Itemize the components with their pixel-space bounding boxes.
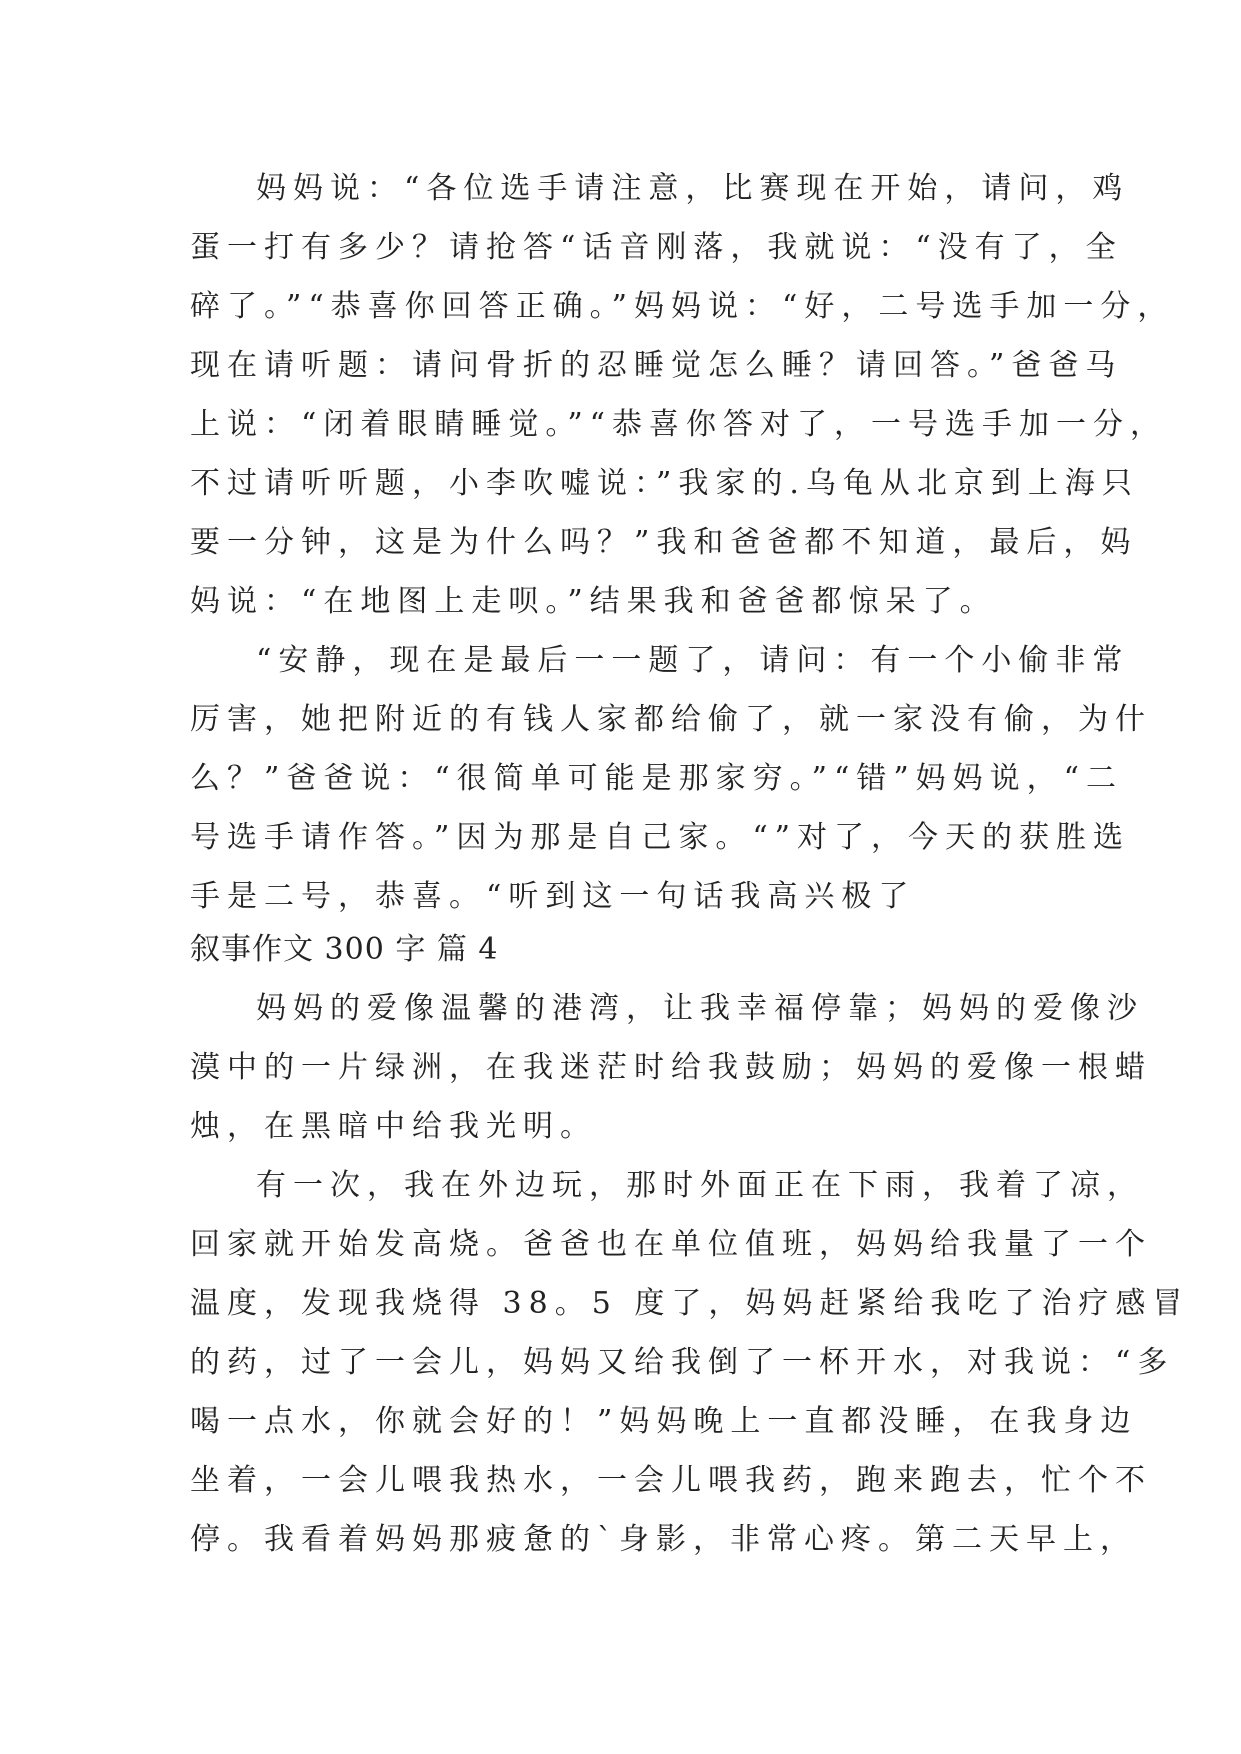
text-line: 上说：“闭着眼睛睡觉。”“恭喜你答对了，一号选手加一分， — [190, 407, 1168, 442]
text-line: 妈妈说：“各位选手请注意，比赛现在开始，请问，鸡 — [256, 171, 1130, 206]
text-line: 漠中的一片绿洲，在我迷茫时给我鼓励；妈妈的爱像一根蜡 — [190, 1050, 1152, 1085]
text-line: 厉害，她把附近的有钱人家都给偷了，就一家没有偷，为什 — [190, 702, 1152, 737]
text-line: 手是二号，恭喜。“听到这一句话我高兴极了 — [190, 879, 916, 914]
text-line: 喝一点水，你就会好的！”妈妈晚上一直都没睡，在我身边 — [190, 1404, 1138, 1439]
text-line: 有一次，我在外边玩，那时外面正在下雨，我着了凉， — [256, 1168, 1144, 1203]
text-line: 不过请听听题，小李吹嘘说：”我家的.乌龟从北京到上海只 — [190, 466, 1139, 501]
text-line: 现在请听题：请问骨折的忍睡觉怎么睡？请回答。”爸爸马 — [190, 348, 1123, 383]
text-line: 妈说：“在地图上走呗。”结果我和爸爸都惊呆了。 — [190, 584, 997, 619]
section-heading: 叙事作文 300 字 篇 4 — [190, 932, 499, 967]
text-line: “安静，现在是最后一一题了，请问：有一个小偷非常 — [256, 643, 1130, 678]
text-line: 碎了。”“恭喜你回答正确。”妈妈说：“好，二号选手加一分， — [190, 289, 1175, 324]
text-line: 妈妈的爱像温馨的港湾，让我幸福停靠；妈妈的爱像沙 — [256, 991, 1144, 1026]
text-line: 坐着，一会儿喂我热水，一会儿喂我药，跑来跑去，忙个不 — [190, 1463, 1152, 1498]
text-line: 温度，发现我烧得 38。5 度了，妈妈赶紧给我吃了治疗感冒 — [190, 1286, 1190, 1321]
text-line: 要一分钟，这是为什么吗？”我和爸爸都不知道，最后，妈 — [190, 525, 1138, 560]
text-line: 回家就开始发高烧。爸爸也在单位值班，妈妈给我量了一个 — [190, 1227, 1152, 1262]
text-line: 号选手请作答。”因为那是自己家。“”对了，今天的获胜选 — [190, 820, 1131, 855]
text-line: 的药，过了一会儿，妈妈又给我倒了一杯开水，对我说：“多 — [190, 1345, 1175, 1380]
text-line: 烛，在黑暗中给我光明。 — [190, 1109, 597, 1144]
text-line: 蛋一打有多少？请抢答“话音刚落，我就说：“没有了，全 — [190, 230, 1123, 265]
text-line: 停。我看着妈妈那疲惫的`身影，非常心疼。第二天早上， — [190, 1522, 1137, 1557]
text-line: 么？”爸爸说：“很简单可能是那家穷。”“错”妈妈说，“二 — [190, 761, 1124, 796]
